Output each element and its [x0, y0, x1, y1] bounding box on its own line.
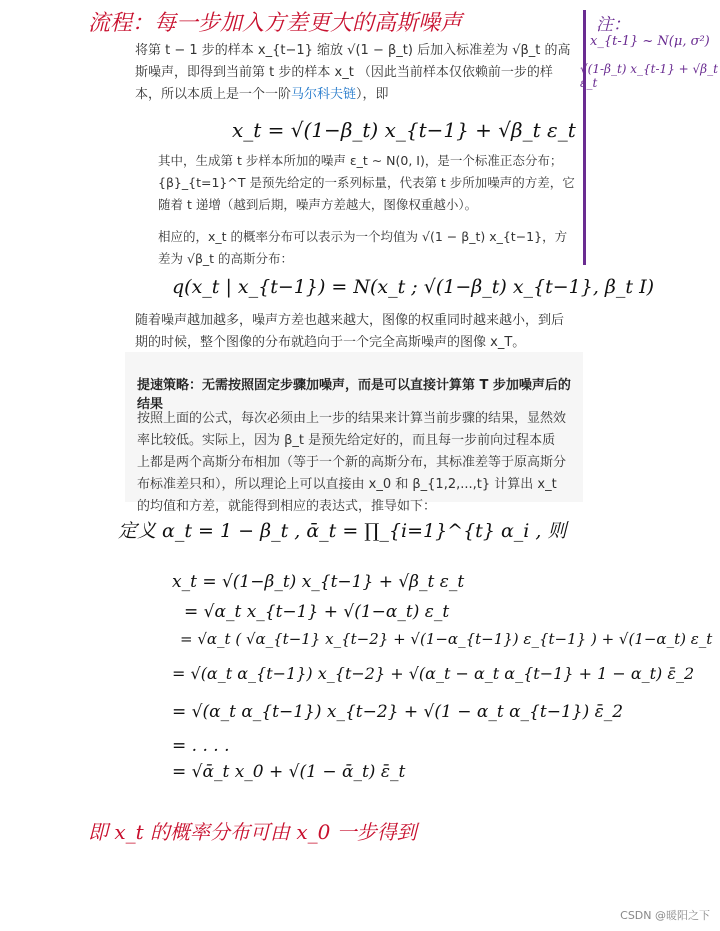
paragraph-5: 按照上面的公式，每次必须由上一步的结果来计算当前步骤的结果，显然效率比较低。实际上，因为 β_t 是预先给定好的，而且每一步前向过程本质上都是两个高斯分布相加（等于一个新的高斯分布，其标准差等于原高斯分布标准差只和），所以理论上可以直接由 x_0 和 β_{1,2,...,t} 计算出 x_t 的均值和方差，就能得到相应的表达式，推导如下： [137, 411, 567, 514]
strategy-heading: 提速策略：无需按照固定步骤加噪声，而是可以直接计算第 T 步加噪声后的结果 [137, 378, 571, 412]
derivation-line-3: = √α_t ( √α_{t−1} x_{t−2} + √(1−α_{t−1}) ε_{t−1} ) + √(1−α_t) ε_t [180, 630, 713, 648]
paragraph-1 [135, 40, 575, 106]
paragraph-1-tail: ），即 [356, 87, 389, 102]
handwritten-title: 流程：每一步加入方差更大的高斯噪声 [88, 11, 463, 36]
csdn-watermark: CSDN @暖阳之下 [620, 909, 710, 922]
derivation-line-2: = √α_t x_{t−1} + √(1−α_t) ε_t [184, 602, 450, 622]
paragraph-1-text: 将第 t − 1 步的样本 x_{t−1} 缩放 √(1 − β_t) 后加入标准差为 √β_t 的高斯噪声，即得到当前第 t 步的样本 x_t （因此当前样本仅依赖前一步的样本，所以本质上是一个一阶 [135, 43, 571, 102]
paragraph-2: 其中，生成第 t 步样本所加的噪声 ε_t ∼ N(0, I)，是一个标准正态分布；{β}_{t=1}^T 是预先给定的一系列标量，代表第 t 步所加噪声的方差，它随着 t 递增（越到后期，噪声方差越大，图像权重越小）。 [158, 153, 575, 212]
markov-chain-link[interactable]: 马尔科夫链 [291, 87, 357, 102]
definition-line: 定义 α_t = 1 − β_t , ᾱ_t = ∏_{i=1}^{t} α_i , 则 [118, 520, 567, 542]
side-note-label: 注： [596, 15, 630, 35]
derivation-line-5: = √(α_t α_{t−1}) x_{t−2} + √(1 − α_t α_{t−1}) ε̄_2 [172, 702, 624, 722]
derivation-line-7: = √ᾱ_t x_0 + √(1 − ᾱ_t) ε̄_t [172, 762, 406, 782]
paragraph-3: 相应的，x_t 的概率分布可以表示为一个均值为 √(1 − β_t) x_{t−1}，方差为 √β_t 的高斯分布： [158, 229, 568, 266]
equation-forward-step: x_t = √(1−β_t) x_{t−1} + √β_t ε_t [232, 118, 576, 142]
side-note-line2: √(1-β_t) x_{t-1} + √β_t ε_t [580, 62, 718, 90]
side-note-bar [583, 10, 586, 265]
derivation-line-6: = . . . . [172, 736, 230, 756]
side-note-line1: x_{t-1} ~ N(μ, σ²) [590, 34, 710, 49]
paragraph-4: 随着噪声越加越多，噪声方差也越来越大，图像的权重同时越来越小，到后期的时候，整个图像的分布就趋向于一个完全高斯噪声的图像 x_T。 [135, 313, 565, 350]
derivation-line-1: x_t = √(1−β_t) x_{t−1} + √β_t ε_t [172, 572, 465, 592]
derivation-line-4: = √(α_t α_{t−1}) x_{t−2} + √(α_t − α_t α_{t−1} + 1 − α_t) ε̄_2 [172, 664, 695, 683]
handwritten-conclusion: 即 x_t 的概率分布可由 x_0 一步得到 [88, 820, 417, 844]
equation-conditional-distribution: q(x_t | x_{t−1}) = N(x_t ; √(1−β_t) x_{t−1}, β_t I) [172, 276, 655, 298]
